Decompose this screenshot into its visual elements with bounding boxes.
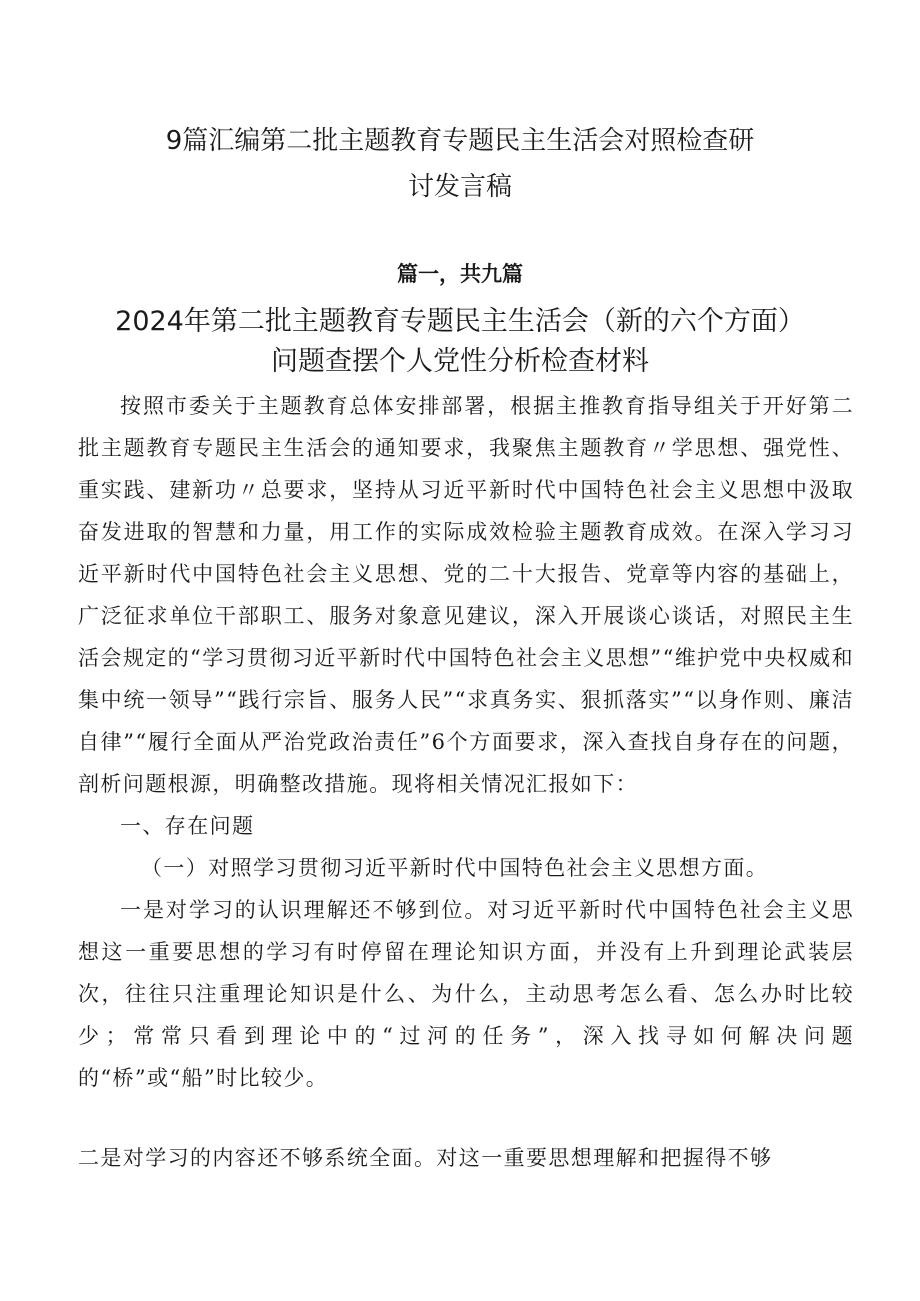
document-title-line-1: 9篇汇编第二批主题教育专题民主生活会对照检查研	[165, 126, 755, 156]
document-title-line-2: 讨发言稿	[407, 172, 512, 202]
subheading-study-thought: （一）对照学习贯彻习近平新时代中国特色社会主义思想方面。	[141, 856, 769, 880]
point-one-paragraph: 一是对学习的认识理解还不够到位。对习近平新时代中国特色社会主义思想这一重要思想的学习有时停留在理论知识方面，并没有上升到理论武装层次，往往只注重理论知识是什么、为什么，主动思考怎么看、怎么办时比较少；常常只看到理论中的“过河的任务”，深入找寻如何解决问题的“桥”或“船”时比较少。	[78, 898, 854, 1090]
heading-existing-problems: 一、存在问题	[120, 814, 255, 838]
section-label: 篇一，共九篇	[397, 261, 523, 286]
article-title-line-1: 2024年第二批主题教育专题民主生活会（新的六个方面）	[115, 306, 805, 337]
article-title-line-2: 问题查摆个人党性分析检查材料	[271, 346, 649, 377]
document-title	[100, 118, 820, 210]
article-title	[60, 302, 860, 382]
point-two-paragraph: 二是对学习的内容还不够系统全面。对这一重要思想理解和把握得不够	[78, 1146, 773, 1170]
document-body	[78, 385, 854, 1179]
intro-paragraph: 按照市委关于主题教育总体安排部署，根据主推教育指导组关于开好第二批主题教育专题民主生活会的通知要求，我聚焦主题教育〃学思想、强党性、重实践、建新功〃总要求，坚持从习近平新时代中国特色社会主义思想中汲取奋发进取的智慧和力量，用工作的实际成效检验主题教育成效。在深入学习习近平新时代中国特色社会主义思想、党的二十大报告、党章等内容的基础上，广泛征求单位干部职工、服务对象意见建议，深入开展谈心谈话，对照民主生活会规定的“学习贯彻习近平新时代中国特色社会主义思想”“维护党中央权威和集中统一领导”“践行宗旨、服务人民”“求真务实、狠抓落实”“以身作则、廉洁自律”“履行全面从严治党政治责任”6个方面要求，深入查找自身存在的问题，剖析问题根源，明确整改措施。现将相关情况汇报如下：	[78, 394, 854, 796]
